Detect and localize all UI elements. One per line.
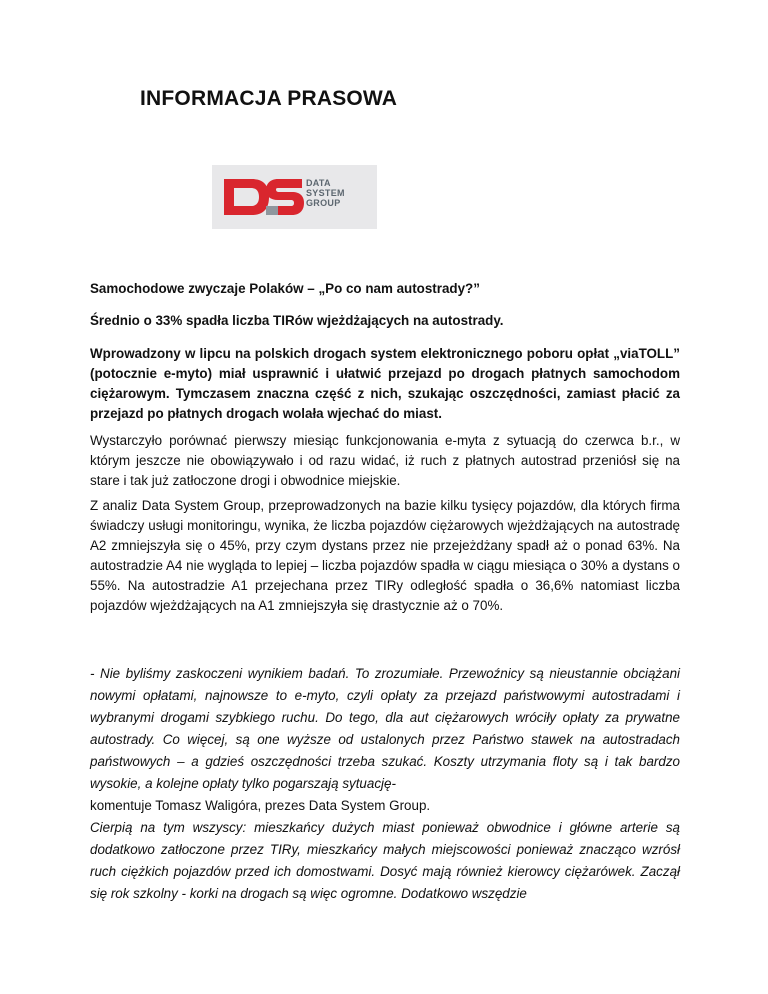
article-subheading: Średnio o 33% spadła liczba TIRów wjeżdżających na autostrady. bbox=[90, 313, 504, 328]
article-paragraph-2: Z analiz Data System Group, przeprowadzonych na bazie kilku tysięcy pojazdów, dla których firma świadczy usługi monitoringu, wynika, że liczba pojazdów ciężarowych wjeżdżających na autostradę A2 zmniejszyła się o 45%, przy czym dystans przez nie przejeżdżany spadł aż o ponad 63%. Na autostradzie A4 nie wygląda to lepiej – liczba pojazdów spadła w ciągu miesiąca o 30% a dystans o 55%. Na autostradzie A1 przejechana przez TIRy odległość spadła o 36,6% natomiast liczba pojazdów wjeżdżających na A1 zmniejszyła się drastycznie aż o 70%. bbox=[90, 498, 680, 613]
article-lead: Wprowadzony w lipcu na polskich drogach system elektronicznego poboru opłat „viaTOLL” (potocznie e-myto) miał usprawnić i ułatwić przejazd po drogach płatnych samochodom ciężarowym. Tymczasem znaczna część z nich, szukając oszczędności, zamiast płacić za przejazd po płatnych drogach wolała wjechać do miast. bbox=[90, 346, 680, 421]
quote-text: - Nie byliśmy zaskoczeni wynikiem badań. To zrozumiałe. Przewoźnicy są nieustannie obciążani nowymi opłatami, najnowsze to e-myto, czyli opłaty za przejazd państwowymi autostradami i wybranymi drogami szybkiego ruchu. Do tego, dla aut ciężarowych wróciły opłaty za prywatne autostrady. Co więcej, są one wyższe od ustalonych przez Państwo stawek na autostradach państwowych – a gdzieś oszczędności trzeba szukać. Koszty utrzymania floty są i tak bardzo wysokie, a kolejne opłaty tylko pogarszają sytuację- bbox=[90, 666, 680, 791]
quote-attribution: komentuje Tomasz Waligóra, prezes Data System Group. bbox=[90, 798, 431, 813]
company-logo bbox=[212, 165, 377, 229]
page-title: INFORMACJA PRASOWA bbox=[140, 87, 398, 110]
article-heading: Samochodowe zwyczaje Polaków – „Po co nam autostrady?” bbox=[90, 281, 480, 296]
article-paragraph-3: Cierpią na tym wszyscy: mieszkańcy dużych miast ponieważ obwodnice i główne arterie są dodatkowo zatłoczone przez TIRy, mieszkańcy małych miejscowości ponieważ znacząco wzrósł ruch ciężkich pojazdów przed ich domostwami. Dosyć mają również kierowcy ciężarówek. Zaczął się rok szkolny - korki na drogach są więc ogromne. Dodatkowo wszędzie bbox=[90, 820, 680, 901]
ds-logo-mark-icon bbox=[212, 165, 377, 229]
article-paragraph-1: Wystarczyło porównać pierwszy miesiąc funkcjonowania e-myta z sytuacją do czerwca b.r., w którym jeszcze nie obowiązywało i od razu widać, iż ruch z płatnych autostrad przeniósł się na stare i tak już zatłoczone drogi i obwodnice miejskie. bbox=[90, 433, 680, 488]
article-quote bbox=[90, 663, 680, 905]
logo-wordmark: DATA SYSTEM GROUP bbox=[306, 178, 345, 208]
